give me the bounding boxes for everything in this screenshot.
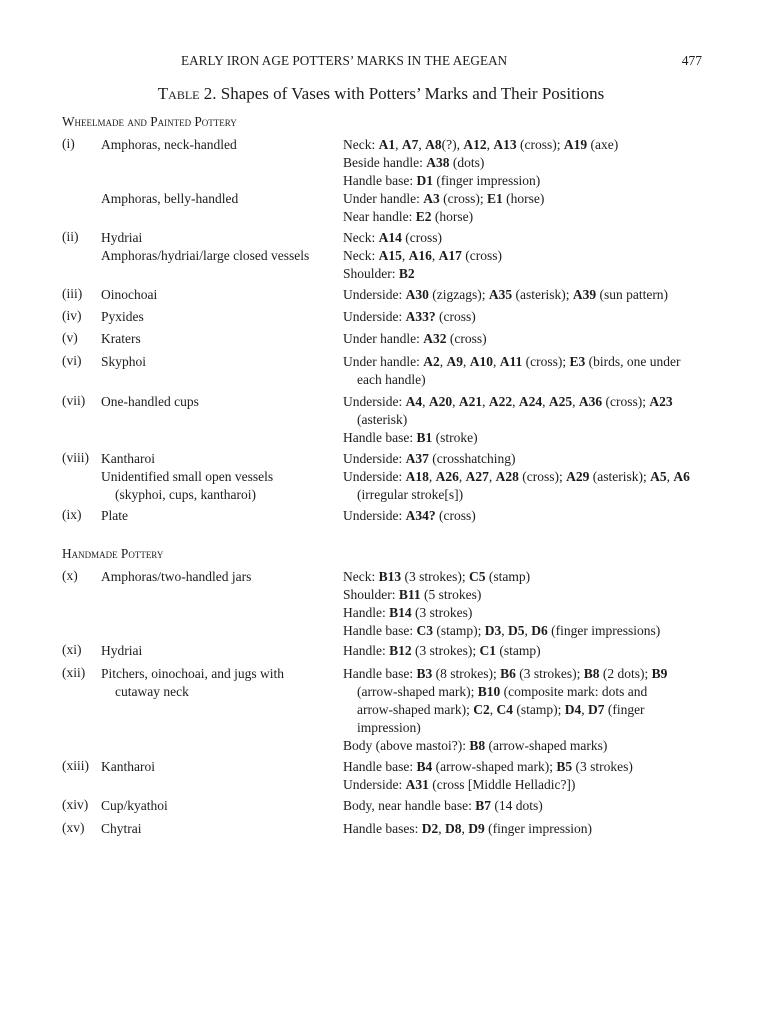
mark-id: C3 xyxy=(416,623,433,638)
mark-id: A13 xyxy=(493,137,517,152)
position-text: , xyxy=(439,354,447,369)
position-text: (cross) xyxy=(461,248,502,263)
row-number: (xiv) xyxy=(62,797,89,812)
position-cell xyxy=(343,308,476,326)
position-cell xyxy=(343,507,476,525)
position-text: , xyxy=(581,702,588,717)
position-text: Underside: xyxy=(343,309,406,324)
position-cell xyxy=(343,568,660,640)
position-line xyxy=(343,229,502,247)
position-text: (finger impressions) xyxy=(547,623,661,638)
row-number: (ix) xyxy=(62,507,82,522)
position-line xyxy=(343,586,660,604)
mark-id: A8 xyxy=(425,137,442,152)
table-label: Table 2. xyxy=(157,84,217,103)
row-number: (vii) xyxy=(62,393,86,408)
position-text: (cross) xyxy=(435,309,476,324)
position-line xyxy=(343,665,667,683)
position-text: , xyxy=(401,248,409,263)
position-text: (irregular stroke[s]) xyxy=(357,487,464,502)
row-number: (viii) xyxy=(62,450,89,465)
shape-cell xyxy=(101,568,339,586)
mark-id: A6 xyxy=(673,469,690,484)
mark-id: D7 xyxy=(587,702,605,717)
position-text: , xyxy=(482,394,489,409)
mark-id: A37 xyxy=(405,451,429,466)
position-text: (stamp) xyxy=(496,643,541,658)
row-number: (iv) xyxy=(62,308,82,323)
mark-id: B13 xyxy=(378,569,402,584)
shape-cell xyxy=(101,758,339,776)
mark-id: D4 xyxy=(564,702,582,717)
position-text: (?), xyxy=(441,137,464,152)
mark-id: A33? xyxy=(405,309,436,324)
mark-id: A29 xyxy=(566,469,590,484)
mark-id: C4 xyxy=(496,702,513,717)
position-text: Handle base: xyxy=(343,173,417,188)
position-text: , xyxy=(666,469,674,484)
position-text: , xyxy=(512,394,519,409)
position-text: , xyxy=(428,469,436,484)
position-text: (cross); xyxy=(522,354,570,369)
position-text: (arrow-shaped mark); xyxy=(432,759,557,774)
mark-id: A12 xyxy=(463,137,487,152)
shape-cell xyxy=(101,665,339,701)
position-text: (3 strokes) xyxy=(572,759,633,774)
mark-id: A14 xyxy=(378,230,402,245)
position-text: (stamp) xyxy=(485,569,531,584)
shape-cell xyxy=(101,797,339,815)
position-line xyxy=(343,568,660,586)
position-text: each handle) xyxy=(357,372,426,387)
position-text: Underside: xyxy=(343,777,406,792)
position-text: , xyxy=(438,821,445,836)
shape-name: Oinochoai xyxy=(101,287,158,302)
mark-id: A22 xyxy=(488,394,513,409)
position-line xyxy=(343,486,690,504)
position-line xyxy=(343,393,673,411)
section-heading: Handmade Pottery xyxy=(62,546,164,561)
position-text: , xyxy=(542,394,549,409)
running-head xyxy=(0,53,762,71)
mark-id: A25 xyxy=(548,394,573,409)
position-line xyxy=(343,172,618,190)
position-text: Handle base: xyxy=(343,430,417,445)
shape-name: Amphoras, neck-handled xyxy=(101,137,237,152)
mark-id: D1 xyxy=(416,173,433,188)
shape-name: Amphoras/two-handled jars xyxy=(101,569,252,584)
shape-name: (skyphoi, cups, kantharoi) xyxy=(115,487,256,502)
table-title-text: Shapes of Vases with Potters’ Marks and Their Positions xyxy=(220,84,605,103)
table-title xyxy=(0,84,762,104)
position-text: , xyxy=(462,354,470,369)
row-number: (xv) xyxy=(62,820,85,835)
position-text: (3 strokes); xyxy=(401,569,469,584)
position-text: , xyxy=(492,354,500,369)
position-text: (horse) xyxy=(431,209,474,224)
mark-id: B7 xyxy=(475,798,491,813)
position-cell xyxy=(343,820,592,838)
row-number: (xi) xyxy=(62,642,82,657)
position-text: (cross) xyxy=(401,230,442,245)
position-text: (cross); xyxy=(602,394,650,409)
position-text: , xyxy=(452,394,459,409)
position-line xyxy=(343,776,633,794)
mark-id: E3 xyxy=(569,354,586,369)
position-text: Body, near handle base: xyxy=(343,798,476,813)
position-text: (3 strokes) xyxy=(411,605,473,620)
position-text: (asterisk) xyxy=(357,412,408,427)
mark-id: D2 xyxy=(421,821,439,836)
shape-name: Amphoras, belly-handled xyxy=(101,191,239,206)
position-text: Shoulder: xyxy=(343,587,399,602)
mark-id: A17 xyxy=(438,248,462,263)
running-title: EARLY IRON AGE POTTERS’ MARKS IN THE AEGEAN xyxy=(181,53,508,68)
position-cell xyxy=(343,136,618,226)
position-cell xyxy=(343,353,681,389)
shape-cell xyxy=(101,229,339,265)
position-text: Handle base: xyxy=(343,666,417,681)
position-text: (5 strokes) xyxy=(420,587,482,602)
position-line xyxy=(343,286,668,304)
position-line xyxy=(343,429,673,447)
position-cell xyxy=(343,797,543,815)
position-text: Neck: xyxy=(343,569,379,584)
position-text: (dots) xyxy=(449,155,485,170)
mark-id: C1 xyxy=(479,643,497,658)
position-text: (axe) xyxy=(587,137,619,152)
position-line xyxy=(343,820,592,838)
mark-id: A19 xyxy=(563,137,588,152)
mark-id: B8 xyxy=(583,666,600,681)
shape-cell xyxy=(101,507,339,525)
position-text: Underside: xyxy=(343,394,406,409)
shape-name: Pyxides xyxy=(101,309,144,324)
row-number: (iii) xyxy=(62,286,83,301)
shape-cell xyxy=(101,642,339,660)
mark-id: C2 xyxy=(473,702,490,717)
position-text: (stamp); xyxy=(432,623,485,638)
position-text: (asterisk); xyxy=(512,287,573,302)
mark-id: A23 xyxy=(649,394,673,409)
position-text: Handle: xyxy=(343,643,390,658)
mark-id: B4 xyxy=(416,759,433,774)
position-cell xyxy=(343,758,633,794)
position-text: (stamp); xyxy=(512,702,565,717)
shape-cell xyxy=(101,393,339,411)
position-text: , xyxy=(524,623,532,638)
mark-id: A11 xyxy=(499,354,523,369)
mark-id: B1 xyxy=(416,430,433,445)
mark-id: A7 xyxy=(401,137,419,152)
position-line xyxy=(343,136,618,154)
position-text: Under handle: xyxy=(343,331,424,346)
row-number: (xii) xyxy=(62,665,86,680)
mark-id: A24 xyxy=(518,394,543,409)
position-text: (stroke) xyxy=(432,430,478,445)
position-text: (2 dots); xyxy=(599,666,652,681)
shape-name: Unidentified small open vessels xyxy=(101,469,274,484)
shape-name: Amphoras/hydriai/large closed vessels xyxy=(101,248,310,263)
mark-id: A26 xyxy=(435,469,459,484)
position-text: , xyxy=(422,394,429,409)
position-text: (sun pattern) xyxy=(596,287,669,302)
mark-id: B8 xyxy=(469,738,486,753)
mark-id: A3 xyxy=(423,191,440,206)
mark-id: A1 xyxy=(378,137,396,152)
position-text: Neck: xyxy=(343,248,379,263)
mark-id: D9 xyxy=(468,821,485,836)
position-text: Underside: xyxy=(343,287,406,302)
position-line xyxy=(343,701,667,719)
position-line xyxy=(343,468,690,486)
position-cell xyxy=(343,665,667,755)
mark-id: B11 xyxy=(398,587,421,602)
mark-id: A36 xyxy=(578,394,603,409)
mark-id: D6 xyxy=(531,623,548,638)
row-number: (x) xyxy=(62,568,78,583)
position-text: (cross) xyxy=(446,331,487,346)
position-cell xyxy=(343,286,668,304)
mark-id: B12 xyxy=(389,643,412,658)
position-text: (asterisk); xyxy=(589,469,651,484)
mark-id: A32 xyxy=(423,331,447,346)
position-text: impression) xyxy=(357,720,421,735)
position-text: (14 dots) xyxy=(490,798,543,813)
mark-id: A9 xyxy=(446,354,463,369)
shape-name: Hydriai xyxy=(101,643,143,658)
position-text: Underside: xyxy=(343,469,406,484)
position-text: , xyxy=(395,137,402,152)
shape-cell xyxy=(101,286,339,304)
shape-cell xyxy=(101,136,339,208)
mark-id: A21 xyxy=(458,394,483,409)
position-text: (composite mark: dots and xyxy=(500,684,648,699)
shape-name: Skyphoi xyxy=(101,354,147,369)
mark-id: A28 xyxy=(495,469,519,484)
position-text: , xyxy=(486,137,494,152)
mark-id: B5 xyxy=(556,759,573,774)
shape-cell xyxy=(101,353,339,371)
position-text: (3 strokes); xyxy=(515,666,584,681)
position-line xyxy=(343,371,681,389)
position-line xyxy=(343,353,681,371)
mark-id: D5 xyxy=(507,623,525,638)
mark-id: B14 xyxy=(389,605,412,620)
position-cell xyxy=(343,229,502,283)
position-line xyxy=(343,719,667,737)
mark-id: A15 xyxy=(378,248,402,263)
position-cell xyxy=(343,642,541,660)
mark-id: D8 xyxy=(444,821,462,836)
mark-id: B2 xyxy=(398,266,415,281)
position-text: (crosshatching) xyxy=(428,451,516,466)
position-text: (cross); xyxy=(516,137,564,152)
position-line xyxy=(343,411,673,429)
section-heading: Wheelmade and Painted Pottery xyxy=(62,114,237,129)
position-text: Under handle: xyxy=(343,354,424,369)
position-text: , xyxy=(461,821,469,836)
position-line xyxy=(343,265,502,283)
mark-id: A27 xyxy=(465,469,489,484)
position-line xyxy=(343,737,667,755)
mark-id: B3 xyxy=(416,666,433,681)
position-text: (arrow-shaped mark); xyxy=(357,684,478,699)
position-text: , xyxy=(431,248,439,263)
position-text: Beside handle: xyxy=(343,155,427,170)
position-cell xyxy=(343,393,673,447)
position-text: , xyxy=(458,469,466,484)
mark-id: A31 xyxy=(405,777,429,792)
mark-id: A2 xyxy=(423,354,440,369)
position-line xyxy=(343,604,660,622)
shape-name: cutaway neck xyxy=(115,684,189,699)
position-text: (horse) xyxy=(502,191,545,206)
position-text: (arrow-shaped marks) xyxy=(485,738,608,753)
position-text: Body (above mastoi?): xyxy=(343,738,470,753)
page-number: 477 xyxy=(681,53,702,68)
mark-id: A18 xyxy=(405,469,429,484)
shape-name: Plate xyxy=(101,508,128,523)
position-text: (birds, one under xyxy=(585,354,681,369)
mark-id: A30 xyxy=(405,287,429,302)
position-text: Shoulder: xyxy=(343,266,399,281)
position-line xyxy=(343,330,487,348)
row-number: (i) xyxy=(62,136,75,151)
position-text: Neck: xyxy=(343,230,379,245)
shape-cell xyxy=(101,450,339,504)
mark-id: A34? xyxy=(405,508,436,523)
position-text: (finger impression) xyxy=(432,173,541,188)
position-text: , xyxy=(501,623,508,638)
position-text: Near handle: xyxy=(343,209,416,224)
mark-id: A20 xyxy=(428,394,453,409)
position-line xyxy=(343,758,633,776)
position-line xyxy=(343,154,618,172)
position-text: Neck: xyxy=(343,137,379,152)
shape-name: Chytrai xyxy=(101,821,142,836)
mark-id: E2 xyxy=(415,209,432,224)
position-line xyxy=(343,642,541,660)
mark-id: A4 xyxy=(405,394,423,409)
shape-name: Kantharoi xyxy=(101,759,155,774)
position-text: (cross); xyxy=(518,469,567,484)
position-text: (8 strokes); xyxy=(432,666,501,681)
position-line xyxy=(343,308,476,326)
position-cell xyxy=(343,330,487,348)
position-line xyxy=(343,797,543,815)
mark-id: A5 xyxy=(650,469,667,484)
shape-cell xyxy=(101,820,339,838)
row-number: (vi) xyxy=(62,353,82,368)
shape-name: Kantharoi xyxy=(101,451,155,466)
position-text: , xyxy=(572,394,579,409)
position-text: Handle: xyxy=(343,605,390,620)
position-text: (finger xyxy=(604,702,645,717)
position-line xyxy=(343,622,660,640)
mark-id: C5 xyxy=(469,569,486,584)
position-text: Handle base: xyxy=(343,759,417,774)
row-number: (ii) xyxy=(62,229,79,244)
position-text: Handle bases: xyxy=(343,821,422,836)
position-text: Handle base: xyxy=(343,623,417,638)
position-text: , xyxy=(418,137,426,152)
mark-id: A16 xyxy=(408,248,432,263)
position-text: (3 strokes); xyxy=(411,643,480,658)
position-line xyxy=(343,190,618,208)
position-line xyxy=(343,450,690,468)
mark-id: A35 xyxy=(488,287,513,302)
position-text: (cross [Middle Helladic?]) xyxy=(428,777,576,792)
shape-name: One-handled cups xyxy=(101,394,199,409)
position-text: (finger impression) xyxy=(484,821,592,836)
position-cell xyxy=(343,450,690,504)
position-line xyxy=(343,247,502,265)
mark-id: A10 xyxy=(469,354,493,369)
shape-name: Pitchers, oinochoai, and jugs with xyxy=(101,666,284,681)
mark-id: B6 xyxy=(500,666,516,681)
shape-cell xyxy=(101,330,339,348)
mark-id: A39 xyxy=(572,287,597,302)
position-text: arrow-shaped mark); xyxy=(357,702,474,717)
position-text: (cross); xyxy=(439,191,487,206)
position-text: Under handle: xyxy=(343,191,424,206)
position-line xyxy=(343,683,667,701)
shape-name: Hydriai xyxy=(101,230,143,245)
position-text: (zigzags); xyxy=(428,287,489,302)
position-text: Underside: xyxy=(343,451,406,466)
mark-id: D3 xyxy=(484,623,502,638)
mark-id: A38 xyxy=(426,155,450,170)
position-text: , xyxy=(489,702,497,717)
shape-cell xyxy=(101,308,339,326)
shape-name: Cup/kyathoi xyxy=(101,798,168,813)
position-line xyxy=(343,208,618,226)
position-text: Underside: xyxy=(343,508,406,523)
row-number: (xiii) xyxy=(62,758,89,773)
mark-id: B9 xyxy=(651,666,668,681)
position-line xyxy=(343,507,476,525)
row-number: (v) xyxy=(62,330,78,345)
mark-id: E1 xyxy=(486,191,503,206)
position-text: (cross) xyxy=(435,508,476,523)
mark-id: B10 xyxy=(477,684,501,699)
position-text: , xyxy=(488,469,496,484)
shape-name: Kraters xyxy=(101,331,141,346)
